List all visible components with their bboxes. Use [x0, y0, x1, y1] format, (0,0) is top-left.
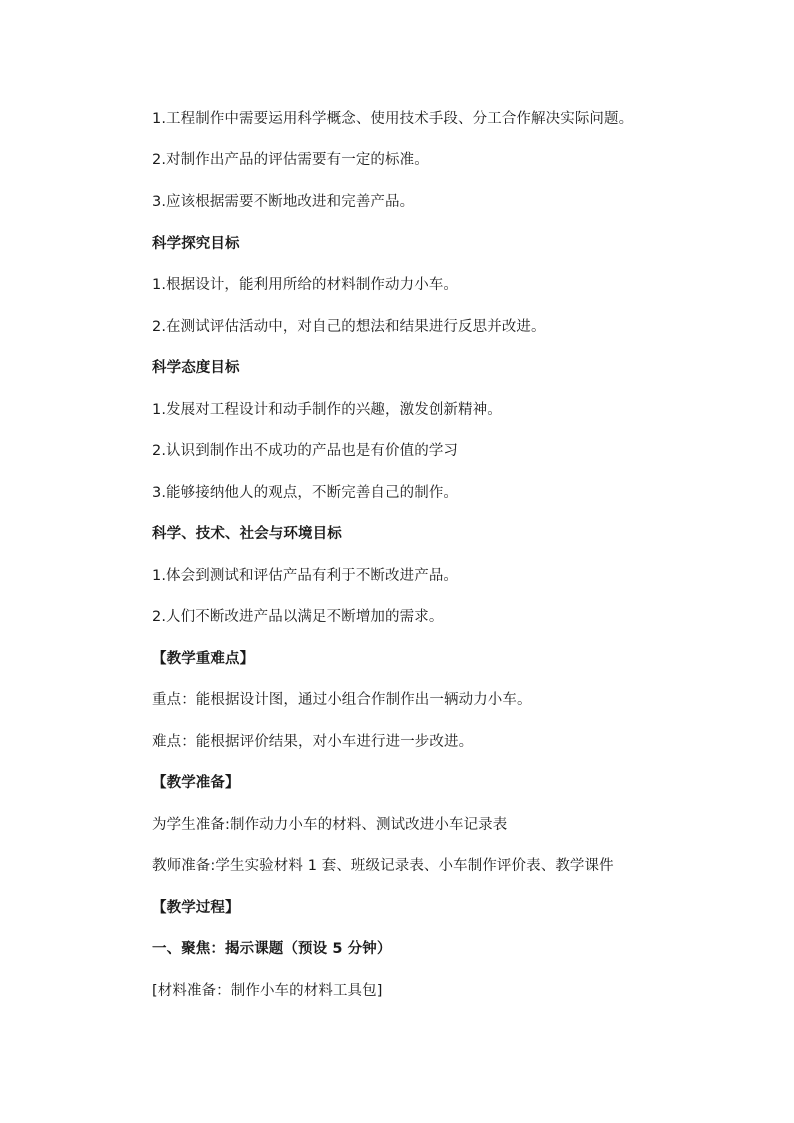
paragraph-line: 3.应该根据需要不断地改进和完善产品。 — [152, 194, 415, 210]
paragraph-line: 3.能够接纳他人的观点，不断完善自己的制作。 — [152, 485, 459, 501]
section-heading: 科学探究目标 — [152, 236, 240, 252]
paragraph-line: 1.体会到测试和评估产品有利于不断改进产品。 — [152, 568, 459, 584]
paragraph-line: 2.认识到制作出不成功的产品也是有价值的学习 — [152, 443, 459, 459]
section-heading: 一、聚焦：揭示课题（预设 5 分钟） — [152, 941, 392, 957]
paragraph-line: 为学生准备:制作动力小车的材料、测试改进小车记录表 — [152, 817, 508, 833]
section-heading: 【教学过程】 — [152, 900, 240, 916]
paragraph-line: 2.人们不断改进产品以满足不断增加的需求。 — [152, 609, 444, 625]
paragraph-line: [材料准备：制作小车的材料工具包] — [152, 983, 383, 999]
paragraph-line: 1.工程制作中需要运用科学概念、使用技术手段、分工合作解决实际问题。 — [152, 111, 634, 127]
paragraph-line: 2.在测试评估活动中，对自己的想法和结果进行反思并改进。 — [152, 319, 546, 335]
paragraph-line: 重点：能根据设计图，通过小组合作制作出一辆动力小车。 — [152, 692, 532, 708]
section-heading: 【教学准备】 — [152, 775, 240, 791]
section-heading: 科学态度目标 — [152, 360, 240, 376]
section-heading: 【教学重难点】 — [152, 651, 255, 667]
paragraph-line: 1.根据设计，能利用所给的材料制作动力小车。 — [152, 277, 459, 293]
section-heading: 科学、技术、社会与环境目标 — [152, 526, 342, 542]
paragraph-line: 难点：能根据评价结果，对小车进行进一步改进。 — [152, 734, 474, 750]
paragraph-line: 2.对制作出产品的评估需要有一定的标准。 — [152, 152, 429, 168]
paragraph-line: 教师准备:学生实验材料 1 套、班级记录表、小车制作评价表、教学课件 — [152, 858, 614, 874]
paragraph-line: 1.发展对工程设计和动手制作的兴趣，激发创新精神。 — [152, 402, 502, 418]
